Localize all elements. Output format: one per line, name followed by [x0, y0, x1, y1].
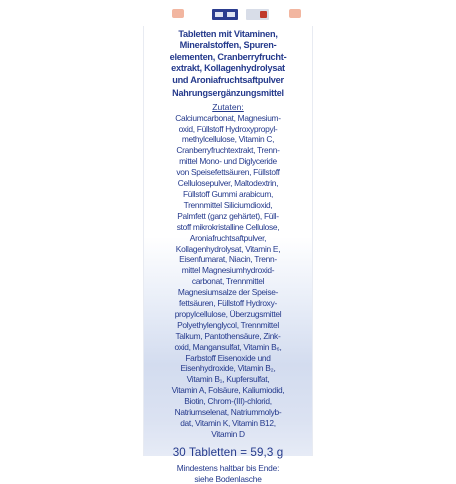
description-line: elementen, Cranberryfrucht- — [169, 51, 287, 62]
ingredient-line: Talkum, Pantothensäure, Zink- — [175, 330, 281, 341]
ingredient-line: Palmfett (ganz gehärtet), Füll- — [177, 210, 279, 221]
ingredient-line: Vitamin B₁, Kupfersulfat, — [186, 374, 270, 385]
ingredients-list — [143, 113, 313, 440]
ingredient-line: von Speisefettsäuren, Füllstoff — [176, 167, 280, 178]
ingredient-line: Magnesiumsalze der Speise- — [177, 287, 279, 298]
brand-logo-icon — [212, 9, 238, 20]
ingredient-line: Cellulosepulver, Maltodextrin, — [177, 178, 279, 189]
ingredient-line: Polyethylenglycol, Trennmittel — [177, 319, 279, 330]
ingredient-line: Calciumcarbonat, Magnesium- — [175, 112, 281, 123]
ingredient-line: Biotin, Chrom-(III)-chlorid, — [184, 396, 272, 407]
description-line: Mineralstoffen, Spuren- — [179, 40, 277, 51]
ingredient-line: carbonat, Trennmittel — [191, 276, 265, 287]
best-before-line: siehe Bodenlasche — [194, 473, 262, 484]
ingredient-line: oxid, Füllstoff Hydroxypropyl- — [178, 123, 278, 134]
ingredient-line: Eisenhydroxide, Vitamin B₂, — [180, 363, 276, 374]
ingredient-line: Natriumselenat, Natriummolyb- — [174, 407, 282, 418]
description-line: Tabletten mit Vitaminen, — [178, 29, 278, 39]
ingredient-line: Aroniafruchtsaftpulver, — [189, 232, 267, 243]
ingredient-line: Cranberryfruchtextrakt, Trenn- — [176, 145, 280, 156]
product-box-side-panel — [143, 0, 313, 484]
ingredient-line: fettsäuren, Füllstoff Hydroxy- — [179, 298, 277, 309]
ingredient-line: mittel Magnesiumhydroxid- — [181, 265, 275, 276]
best-before-line: Mindestens haltbar bis Ende: — [176, 462, 280, 473]
ingredient-line: dat, Vitamin K, Vitamin B12, — [180, 418, 276, 428]
ingredient-line: Trennmittel Siliciumdioxid, — [183, 199, 273, 210]
ingredients-heading: Zutaten: — [212, 102, 244, 113]
ingredient-line: Eisenfumarat, Niacin, Trenn- — [179, 254, 277, 265]
accent-tab — [172, 9, 184, 18]
accent-tab — [289, 9, 301, 18]
ingredient-line: Farbstoff Eisenoxide und — [185, 352, 271, 363]
description-line: und Aroniafruchtsaftpulver — [172, 74, 284, 85]
ingredient-line: stoff mikrokristalline Cellulose, — [176, 221, 280, 232]
product-category: Nahrungsergänzungsmittel — [172, 88, 284, 99]
ingredient-line: Vitamin A, Folsäure, Kaliumiodid, — [171, 385, 285, 396]
ingredient-line: Vitamin D — [211, 428, 245, 439]
ingredient-line: oxid, Mangansulfat, Vitamin B₆, — [174, 341, 282, 352]
ingredient-line: mittel Mono- und Diglyceride — [179, 156, 277, 167]
best-before-note — [143, 463, 313, 484]
ingredient-line: methylcellulose, Vitamin C, — [181, 134, 275, 145]
ingredient-line: Kollagenhydrolysat, Vitamin E, — [175, 243, 281, 254]
label-text — [143, 29, 313, 484]
description-line: extrakt, Kollagenhydrolysat — [171, 63, 285, 74]
product-description — [143, 29, 313, 86]
ingredient-line: propylcellulose, Überzugsmittel — [174, 308, 282, 319]
box-top-strip — [143, 0, 313, 26]
ingredient-line: Füllstoff Gummi arabicum, — [182, 188, 274, 199]
recycling-mark-icon — [246, 9, 269, 20]
net-contents: 30 Tabletten = 59,3 g — [172, 445, 284, 459]
